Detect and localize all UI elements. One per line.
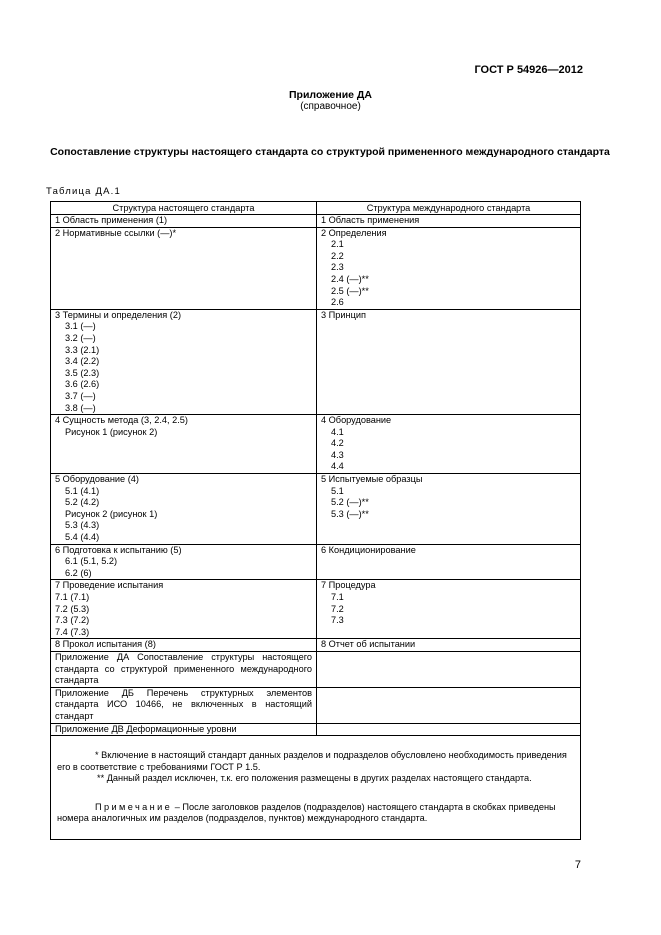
- appendix-title: Приложение ДА: [289, 89, 372, 101]
- cell-subitem: 3.4 (2.2): [65, 356, 100, 367]
- table-cell-right: [317, 687, 581, 723]
- cell-subitem: 2.4 (—)**: [331, 273, 369, 284]
- cell-subitem: 5.1: [331, 485, 344, 496]
- table-row: [51, 651, 580, 687]
- table-row: [51, 227, 580, 309]
- footnote-1: * Включение в настоящий стандарт данных разделов и подразделов обусловлено необходимость приведения его в соответствие с требованиями ГОСТ Р 1.5.: [57, 750, 567, 772]
- table-row: [51, 544, 580, 580]
- cell-subitem: 2.1: [331, 239, 344, 250]
- cell-subitem: 6.2 (6): [65, 567, 92, 578]
- cell-line: 6 Кондиционирование: [321, 544, 416, 555]
- cell-subitem: Рисунок 1 (рисунок 2): [65, 426, 158, 437]
- cell-subitem: 3.2 (—): [65, 332, 96, 343]
- cell-line: 6 Подготовка к испытанию (5): [55, 544, 182, 555]
- cell-subitem: 5.2 (—)**: [331, 497, 369, 508]
- cell-subitem: 2.5 (—)**: [331, 285, 369, 296]
- table-cell-left: [51, 544, 317, 580]
- table-row: [51, 415, 580, 474]
- cell-line: Приложение ДБ Перечень структурных элементов стандарта ИСО 10466, не включенных в настоящий стандарт: [55, 687, 312, 721]
- cell-subitem: 3.7 (—): [65, 390, 96, 401]
- table-row: [51, 639, 580, 652]
- table-cell-right: [317, 474, 581, 545]
- cell-subitem: 4.3: [331, 449, 344, 460]
- table-cell-right: [317, 639, 581, 652]
- cell-line: 2 Нормативные ссылки (—)*: [55, 227, 177, 238]
- cell-line: 4 Сущность метода (3, 2.4, 2.5): [55, 415, 188, 426]
- table-cell-left: [51, 415, 317, 474]
- cell-line: Приложение ДА Сопоставление структуры настоящего стандарта со структурой примененного международного стандарта: [55, 651, 312, 686]
- column-header-left: Структура настоящего стандарта: [51, 202, 317, 215]
- cell-line: Приложение ДВ Деформационные уровни: [55, 723, 237, 734]
- cell-line: 8 Отчет об испытании: [321, 639, 416, 650]
- table-cell-left: [51, 639, 317, 652]
- cell-subitem: 5.2 (4.2): [65, 497, 100, 508]
- cell-line: 2 Определения: [321, 227, 387, 238]
- cell-line: 7 Процедура: [321, 580, 376, 591]
- table-cell-left: [51, 309, 317, 414]
- cell-subitem: 3.5 (2.3): [65, 367, 100, 378]
- table-row: [51, 580, 580, 639]
- table-cell-right: [317, 723, 581, 736]
- table-cell-left: [51, 215, 317, 228]
- note-label: Примечание: [95, 801, 173, 812]
- table-cell-left: [51, 227, 317, 309]
- table-cell-right: [317, 309, 581, 414]
- cell-line: 7.1 (7.1): [55, 592, 90, 602]
- cell-subitem: 4.1: [331, 426, 344, 437]
- cell-subitem: 5.3 (4.3): [65, 520, 100, 531]
- cell-subitem: 5.1 (4.1): [65, 485, 100, 496]
- cell-subitem: 7.1: [331, 592, 344, 602]
- table-cell-right: [317, 651, 581, 687]
- table-cell-left: [51, 651, 317, 687]
- column-header-right: Структура международного стандарта: [317, 202, 581, 215]
- cell-subitem: 4.4: [331, 461, 344, 472]
- cell-line: 1 Область применения (1): [55, 215, 168, 225]
- cell-line: 1 Область применения: [321, 215, 420, 225]
- table-row: [51, 215, 580, 228]
- cell-subitem: 7.2: [331, 603, 344, 614]
- cell-subitem: 5.4 (4.4): [65, 532, 100, 543]
- cell-subitem: 4.2: [331, 438, 344, 449]
- cell-line: 5 Испытуемые образцы: [321, 474, 423, 485]
- cell-line: 3 Принцип: [321, 309, 366, 320]
- cell-subitem: 7.3: [331, 615, 344, 626]
- cell-subitem: 2.2: [331, 250, 344, 261]
- cell-subitem: 2.6: [331, 297, 344, 308]
- cell-line: 7.2 (5.3): [55, 603, 90, 614]
- table-cell-right: [317, 580, 581, 639]
- table-cell-left: [51, 723, 317, 736]
- table-notes: [51, 736, 580, 839]
- cell-line: 3 Термины и определения (2): [55, 309, 182, 320]
- cell-line: 8 Прокол испытания (8): [55, 639, 156, 650]
- cell-subitem: 3.6 (2.6): [65, 379, 100, 390]
- table-caption: Таблица ДА.1: [46, 186, 121, 197]
- cell-line: 7.4 (7.3): [55, 626, 90, 637]
- table-row: [51, 687, 580, 723]
- footnote-2: ** Данный раздел исключен, т.к. его положения размещены в других разделах настоящего стандарта.: [97, 773, 532, 784]
- comparison-table: [50, 201, 581, 840]
- cell-subitem: 2.3: [331, 262, 344, 273]
- table-cell-left: [51, 474, 317, 545]
- cell-subitem: 3.1 (—): [65, 321, 96, 332]
- table-cell-left: [51, 687, 317, 723]
- table-row: [51, 474, 580, 545]
- standard-code: ГОСТ Р 54926—2012: [474, 64, 583, 76]
- cell-subitem: 3.3 (2.1): [65, 344, 100, 355]
- cell-line: 4 Оборудование: [321, 415, 392, 426]
- table-cell-right: [317, 215, 581, 228]
- cell-subitem: Рисунок 2 (рисунок 1): [65, 508, 158, 519]
- cell-line: 7.3 (7.2): [55, 615, 90, 626]
- table-cell-right: [317, 227, 581, 309]
- cell-subitem: 6.1 (5.1, 5.2): [65, 556, 118, 567]
- table-cell-left: [51, 580, 317, 639]
- page-number: 7: [574, 859, 581, 871]
- cell-subitem: 3.8 (—): [65, 402, 96, 413]
- cell-line: 7 Проведение испытания: [55, 580, 164, 591]
- table-cell-right: [317, 415, 581, 474]
- table-cell-right: [317, 544, 581, 580]
- table-row: [51, 309, 580, 414]
- table-row: [51, 723, 580, 736]
- appendix-subtitle: (справочное): [300, 101, 361, 112]
- cell-line: 5 Оборудование (4): [55, 474, 139, 485]
- table-note: [57, 802, 574, 825]
- document-title: Сопоставление структуры настоящего стандарта со структурой примененного международного стандарта: [50, 146, 610, 158]
- cell-subitem: 5.3 (—)**: [331, 508, 369, 519]
- note-text: – После заголовков разделов (подразделов) настоящего стандарта в скобках приведены номера аналогичных им разделов (подразделов, пунктов) международного стандарта.: [57, 801, 556, 824]
